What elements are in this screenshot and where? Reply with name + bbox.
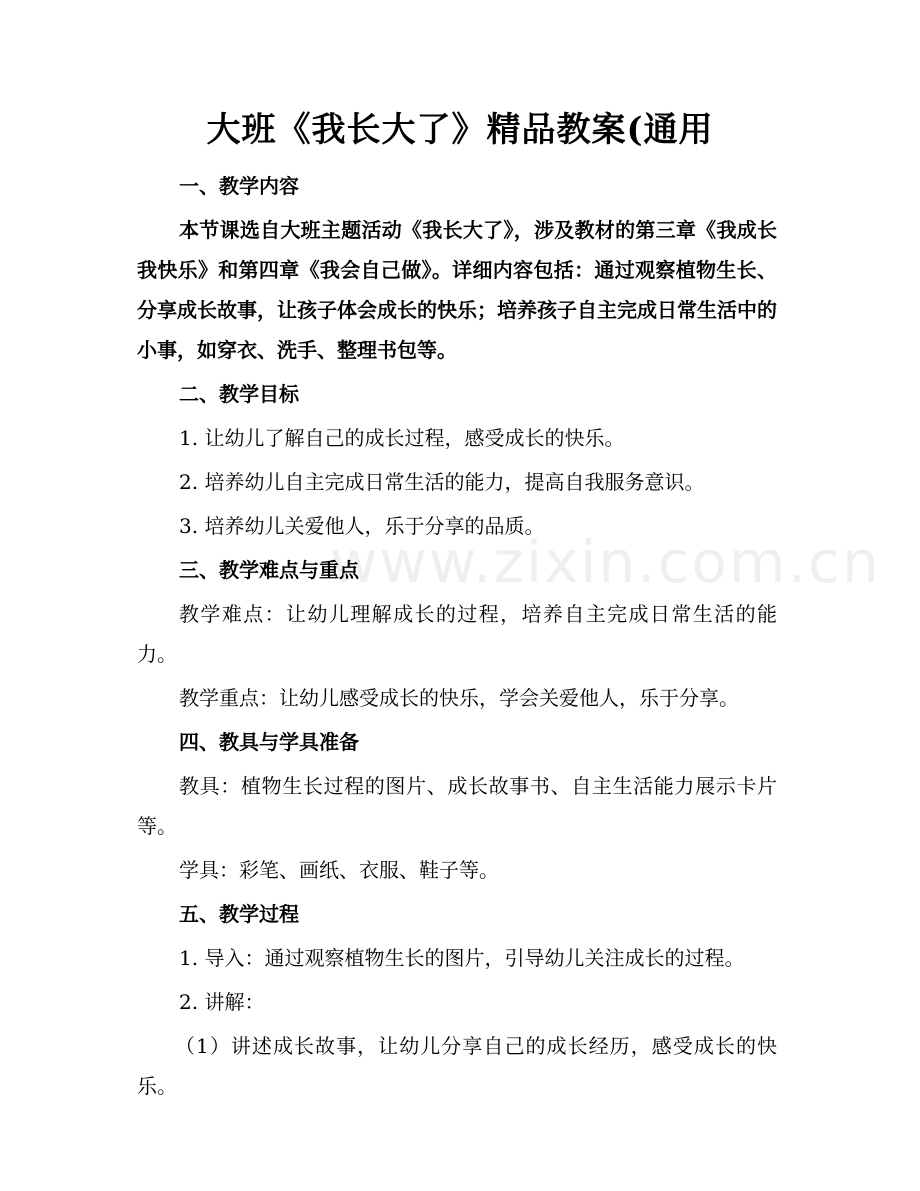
section-heading-objectives: 二、教学目标 (179, 382, 299, 406)
document-title: 大班《我长大了》精品教案(通用 (206, 110, 714, 150)
process-sub-item-1: （1）讲述成长故事，让幼儿分享自己的成长经历，感受成长的快乐。 (137, 1034, 777, 1098)
section-heading-content: 一、教学内容 (179, 174, 299, 198)
student-tools-paragraph: 学具：彩笔、画纸、衣服、鞋子等。 (179, 858, 499, 882)
teacher-tools-paragraph: 教具：植物生长过程的图片、成长故事书、自主生活能力展示卡片等。 (137, 774, 777, 838)
objective-item-2: 2. 培养幼儿自主完成日常生活的能力，提高自我服务意识。 (179, 470, 705, 494)
document-body (137, 166, 777, 1110)
process-item-1: 1. 导入：通过观察植物生长的图片，引导幼儿关注成长的过程。 (179, 946, 745, 970)
key-point-paragraph: 教学重点：让幼儿感受成长的快乐，学会关爱他人，乐于分享。 (179, 686, 739, 710)
section-heading-materials: 四、教具与学具准备 (179, 730, 359, 754)
process-item-2: 2. 讲解： (179, 990, 265, 1014)
content-paragraph: 本节课选自大班主题活动《我长大了》，涉及教材的第三章《我成长我快乐》和第四章《我会自己做》。详细内容包括：通过观察植物生长、分享成长故事，让孩子体会成长的快乐；培养孩子自主完成日常生活中的小事，如穿衣、洗手、整理书包等。 (137, 218, 777, 362)
section-heading-difficulties: 三、教学难点与重点 (179, 558, 359, 582)
objective-item-3: 3. 培养幼儿关爱他人，乐于分享的品质。 (179, 514, 545, 538)
section-heading-process: 五、教学过程 (179, 902, 299, 926)
watermark: www.zixin.com.cn (330, 528, 881, 596)
objective-item-1: 1. 让幼儿了解自己的成长过程，感受成长的快乐。 (179, 426, 625, 450)
difficulty-paragraph: 教学难点：让幼儿理解成长的过程，培养自主完成日常生活的能力。 (137, 602, 777, 666)
